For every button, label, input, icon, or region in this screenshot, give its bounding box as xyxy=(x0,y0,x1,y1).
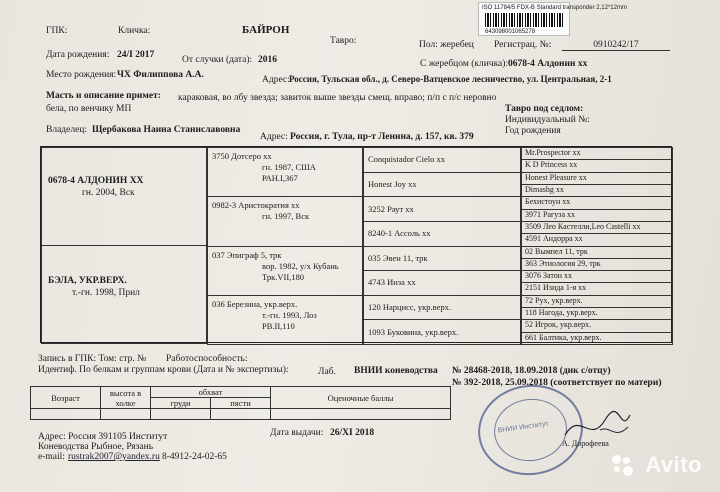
gen2-line: 0982-3 Аристократия хх xyxy=(212,200,300,211)
owner: Щербакова Наина Станиславовна xyxy=(92,125,241,135)
dam-name: БЭЛА, УКР.ВЕРХ. xyxy=(48,276,127,286)
issue-date: 26/XI 2018 xyxy=(330,428,375,438)
gen3-cell xyxy=(363,319,521,345)
gen3-name: 120 Нарцисс, укр.верх. xyxy=(368,302,452,313)
issue-label: Дата выдачи: xyxy=(270,428,324,438)
gen3-cell xyxy=(363,196,521,222)
cell xyxy=(271,409,451,420)
mating-label: От случки (дата): xyxy=(182,55,253,65)
gen4-name: Dimashg хх xyxy=(525,184,564,194)
reg-number: 0910242/17 xyxy=(562,40,670,51)
gen2-cell xyxy=(207,147,363,197)
gen4-name: 661 Балтика, укр.верх. xyxy=(525,332,602,342)
gen2-cell xyxy=(207,246,363,296)
ident-label: Идентиф. По белкам и группам крови (Дата и № экспертизы): xyxy=(38,365,289,375)
gen3-name: 4743 Инза хх xyxy=(368,277,416,288)
birth-label: Дата рождения: xyxy=(46,50,110,60)
gen3-name: 3252 Раут хх xyxy=(368,203,414,214)
gen4-name: 72 Рух, укр.верх. xyxy=(525,295,583,305)
col-age: Возраст xyxy=(31,387,101,409)
gen4-cell xyxy=(521,282,673,295)
gen4-name: 3971 Рагуза хх xyxy=(525,209,575,219)
sex-field: Пол: жеребец xyxy=(419,40,474,50)
expertise-2: № 392-2018, 25.09.2018 (соответствует по матери) xyxy=(452,378,662,388)
cell xyxy=(211,409,271,420)
gen4-cell xyxy=(521,233,673,246)
stamp-text: ВНИИ Институт xyxy=(497,420,550,435)
sire-cell xyxy=(41,147,207,246)
gen2-line: гн. 1987, США xyxy=(262,162,316,172)
expertise-1: № 28468-2018, 18.09.2018 (дик с/отцу) xyxy=(452,366,611,376)
workability: Работоспособность: xyxy=(166,354,248,364)
gen4-cell xyxy=(521,184,673,197)
cell xyxy=(151,409,211,420)
pedigree-table xyxy=(40,146,672,343)
gen3-name: 035 Эвен 11, трк xyxy=(368,252,428,263)
barcode-icon xyxy=(485,13,565,27)
gen3-name: 1093 Буковина, укр.верх. xyxy=(368,326,459,337)
avito-logo-icon xyxy=(612,455,634,477)
gen2-cell xyxy=(207,295,363,345)
reg-label: Регистрац. №: xyxy=(494,40,552,50)
gen2-line: гн. 1997, Вск xyxy=(262,211,310,222)
color-label: Масть и описание примет: xyxy=(46,91,161,101)
phone: 8-4912-24-02-65 xyxy=(162,452,227,462)
gen3-name: Conquistador Cielo хх xyxy=(368,154,445,165)
mating-date: 2016 xyxy=(258,55,277,65)
gen2-line: 3750 Дотсеро хх xyxy=(212,151,272,161)
birthplace: ЧХ Филиппова А.А. xyxy=(117,70,204,80)
transponder-sticker xyxy=(478,2,627,36)
gen4-cell xyxy=(521,307,673,320)
gen4-cell xyxy=(521,319,673,332)
saddle-brand: Тавро под седлом: xyxy=(505,104,584,114)
address-label: Адрес: xyxy=(262,75,290,85)
gen3-name: Honest Joy хх xyxy=(368,178,417,189)
gen2-cell xyxy=(207,196,363,246)
gen4-cell xyxy=(521,172,673,185)
gen4-cell xyxy=(521,332,673,345)
gen4-cell xyxy=(521,246,673,259)
address: Россия, Тульская обл., д. Северо-Ватцевское лесничество, ул. Центральная, 2-1 xyxy=(289,74,612,84)
gen4-cell xyxy=(521,258,673,271)
col-cannon: пясти xyxy=(211,398,271,409)
gen3-cell xyxy=(363,147,521,173)
lab-name: ВНИИ коневодства xyxy=(354,366,438,376)
gen4-name: 118 Нагода, укр.верх. xyxy=(525,308,598,318)
foal-with-label: С жеребцом (кличка): xyxy=(420,59,509,69)
dam-info: т.-гн. 1998, Прил xyxy=(72,288,140,298)
gen4-cell xyxy=(521,209,673,222)
gen3-cell xyxy=(363,270,521,296)
gen4-cell xyxy=(521,147,673,160)
chip-number: 643098001065278 xyxy=(485,29,536,35)
col-chest: груди xyxy=(151,398,211,409)
gen4-name: 02 Вымпел 11, трк xyxy=(525,246,588,256)
cell xyxy=(101,409,151,420)
color-desc-1: караковая, во лбу звезда; завиток выше звезды смещ. вправо; п/п с п/с неровно xyxy=(178,93,497,103)
gpk-label: ГПК: xyxy=(46,26,68,36)
gen4-name: 52 Игрок, укр.верх. xyxy=(525,320,592,330)
gen4-name: K D Princess хх xyxy=(525,160,578,170)
gen2-line: т.-гн. 1993, Лоз xyxy=(262,309,317,320)
gen3-name: 8240-1 Ассоль хх xyxy=(368,228,431,239)
birth-date: 24/I 2017 xyxy=(117,50,155,60)
gen4-name: Mr.Prospector хх xyxy=(525,148,581,157)
gen4-name: 2151 Изида 1-я хх xyxy=(525,283,587,293)
email-label: e-mail: xyxy=(38,452,65,462)
individual-no: Индивидуальный №: xyxy=(505,115,590,125)
gen4-name: Honest Pleasure хх xyxy=(525,172,587,182)
gen4-cell xyxy=(521,221,673,234)
gen3-cell xyxy=(363,221,521,247)
gen2-line: Трк.VII,180 xyxy=(262,271,305,282)
gen3-cell xyxy=(363,246,521,272)
sire-name: 0678-4 АЛДОНИН ХХ xyxy=(48,176,144,186)
birthplace-label: Место рождения: xyxy=(46,70,117,80)
iso-text: ISO 11784/5 FDX-B Standard transponder 2,12*12mm xyxy=(482,5,627,11)
nickname-label: Кличка: xyxy=(118,26,151,36)
avito-watermark: Avito xyxy=(645,452,702,477)
birth-year: Год рождения xyxy=(505,126,561,136)
institute-line-1: Адрес: Россия 391105 Институт xyxy=(38,432,168,442)
measurement-table xyxy=(30,386,451,420)
gen4-cell xyxy=(521,159,673,172)
gen4-name: Бехистоун хх xyxy=(525,197,571,207)
gen2-line: РАН.I,367 xyxy=(262,173,298,183)
gen4-cell xyxy=(521,295,673,308)
gen4-cell xyxy=(521,270,673,283)
gen2-line: 037 Эпиграф 5, трк xyxy=(212,249,282,260)
cell xyxy=(31,409,101,420)
horse-name: БАЙРОН xyxy=(242,24,290,36)
gen2-line: РВ.II,110 xyxy=(262,320,295,331)
gen4-name: 3076 Затон хх xyxy=(525,271,573,281)
foal-with: 0678-4 Алдонин хх xyxy=(508,59,588,69)
color-desc-2: бела, по венчику МП xyxy=(46,104,132,114)
col-height: высота в холке xyxy=(101,387,151,409)
gen4-cell xyxy=(521,196,673,209)
owner-address-label: Адрес: xyxy=(260,132,288,142)
gen2-line: 036 Березина, укр.верх. xyxy=(212,298,298,309)
gpk-entry: Запись в ГПК: Том: стр. № xyxy=(38,354,147,364)
gen3-cell xyxy=(363,172,521,198)
email-link[interactable]: rustrak2007@yandex.ru xyxy=(68,452,160,462)
owner-label: Владелец: xyxy=(46,125,88,135)
institute-line-2: Коневодства Рыбное, Рязань xyxy=(38,442,154,452)
brand-label: Тавро: xyxy=(330,36,357,46)
gen4-name: 4591 Андорра хх xyxy=(525,234,583,244)
signature-name: А. Дорофеева xyxy=(562,439,609,448)
dam-cell xyxy=(41,245,207,344)
gen4-name: 3509 Лео Кастелли,Leo Castelli хх xyxy=(525,221,641,231)
lab-label: Лаб. xyxy=(318,367,336,377)
sire-info: гн. 2004, Вск xyxy=(82,188,135,198)
gen3-cell xyxy=(363,295,521,321)
gen2-line: вор. 1982, у/х Кубань xyxy=(262,260,339,271)
col-scores: Оценочные баллы xyxy=(271,387,451,409)
owner-address: Россия, г. Тула, пр-т Ленина, д. 157, кв. 379 xyxy=(290,132,474,142)
col-girth: обхват xyxy=(151,387,271,398)
gen4-name: 363 Этиология 29, трк xyxy=(525,258,601,268)
